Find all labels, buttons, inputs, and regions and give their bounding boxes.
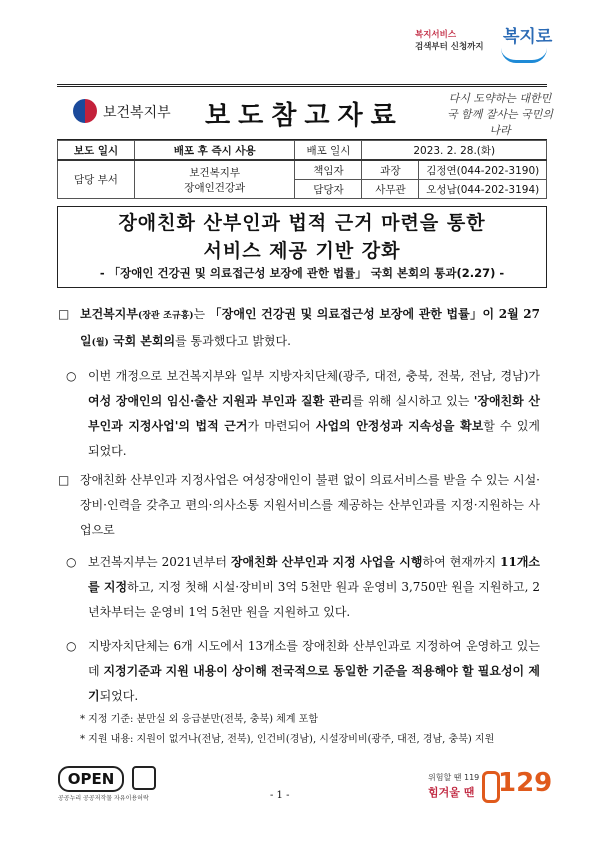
responsible-contact: 김정연(044-202-3190) xyxy=(419,160,547,180)
paragraph-1: □ 보건복지부(장관 조규홍)는 「장애인 건강권 및 의료접근성 보장에 관한 법률」이 2월 27일(월) 국회 본회의를 통과했다고 밝혔다. xyxy=(58,302,540,356)
headline-line2: 서비스 제공 기반 강화 xyxy=(203,240,401,262)
taegeuk-emblem-icon xyxy=(73,99,97,123)
circle-bullet-icon: ○ xyxy=(66,639,77,653)
document-type-title: 보도참고자료 xyxy=(205,101,404,131)
department-label: 담당 부서 xyxy=(58,160,135,199)
staff-title: 사무관 xyxy=(362,180,419,199)
ministry-name: 보건복지부 xyxy=(103,105,171,121)
open-license-logo: OPEN xyxy=(58,766,124,792)
document-header xyxy=(57,84,554,140)
distribution-date-label: 배포 일시 xyxy=(295,141,362,161)
paragraph-3: □ 장애친화 산부인과 지정사업은 여성장애인이 불편 없이 의료서비스를 받을 수 있는 시설·장비·인력을 갖추고 편의·의사소통 지원서비스를 제공하는 산부인과를 지정·지원하는 사업으로 xyxy=(58,468,540,543)
staff-contact: 오성남(044-202-3194) xyxy=(419,180,547,199)
responsible-title: 과장 xyxy=(362,160,419,180)
responsible-label: 책임자 xyxy=(295,160,362,180)
footnote-2: * 지원 내용: 지원이 없거나(전남, 전북), 인건비(경남), 시설장비비(광주, 대전, 경남, 충북) 지원 xyxy=(80,734,495,745)
circle-bullet-icon: ○ xyxy=(66,555,77,569)
headline-subtitle: - 「장애인 건강권 및 의료접근성 보장에 관한 법률」 국회 본회의 통과(2.27) - xyxy=(99,266,505,280)
government-slogan: 다시 도약하는 대한민국 함께 잘사는 국민의 나라 xyxy=(446,92,554,137)
paragraph-5: ○ 지방자치단체는 6개 시도에서 13개소를 장애친화 산부인과로 지정하여 운영하고 있는데 지정기준과 지원 내용이 상이해 전국적으로 동일한 기준을 적용해야 할 필요성이 제기되었다. xyxy=(66,634,540,709)
bokjiro-mark: 복지로 xyxy=(503,27,553,47)
footnote-1: * 지정 기준: 분만실 외 응급분만(전북, 충북) 체계 포함 xyxy=(80,714,318,725)
square-bullet-icon: □ xyxy=(58,307,70,321)
distribution-date-value: 2023. 2. 28.(화) xyxy=(362,141,547,161)
bokjiro-logo: 복지서비스 검색부터 신청까지 복지로 xyxy=(415,18,555,72)
department-value: 보건복지부 장애인건강과 xyxy=(135,160,295,199)
release-time-value: 배포 후 즉시 사용 xyxy=(135,141,295,161)
headline-line1: 장애친화 산부인과 법적 근거 마련을 통한 xyxy=(118,212,486,234)
square-bullet-icon: □ xyxy=(58,473,70,487)
hotline-129-logo: 위험할 땐 119 힘겨울 땐 129 xyxy=(428,768,546,808)
paragraph-4: ○ 보건복지부는 2021년부터 장애친화 산부인과 지정 사업을 시행하여 현재까지 11개소를 지정하고, 지정 첫해 시설·장비비 3억 5천만 원과 운영비 3,750만 원을 지원하고, 2년차부터는 운영비 1억 5천만 원을 지원하고 있다. xyxy=(66,550,540,625)
circle-bullet-icon: ○ xyxy=(66,369,77,383)
headline-box xyxy=(57,206,547,288)
page-number: - 1 - xyxy=(270,790,290,801)
license-type-icon xyxy=(132,766,156,790)
staff-label: 담당자 xyxy=(295,180,362,199)
smile-icon xyxy=(501,48,547,63)
release-time-label: 보도 일시 xyxy=(58,141,135,161)
paragraph-2: ○ 이번 개정으로 보건복지부와 일부 지방자치단체(광주, 대전, 충북, 전북, 전남, 경남)가 여성 장애인의 임신·출산 지원과 부인과 질환 관리를 위해 실시하고 있는 '장애친화 산부인과 지정사업'의 법적 근거가 마련되어 사업의 안정성과 지속성을 확보할 수 있게 되었다. xyxy=(66,364,540,464)
release-info-table xyxy=(57,140,547,199)
open-license-info: 공공누리 공공저작물 자유이용허락 xyxy=(58,795,149,802)
